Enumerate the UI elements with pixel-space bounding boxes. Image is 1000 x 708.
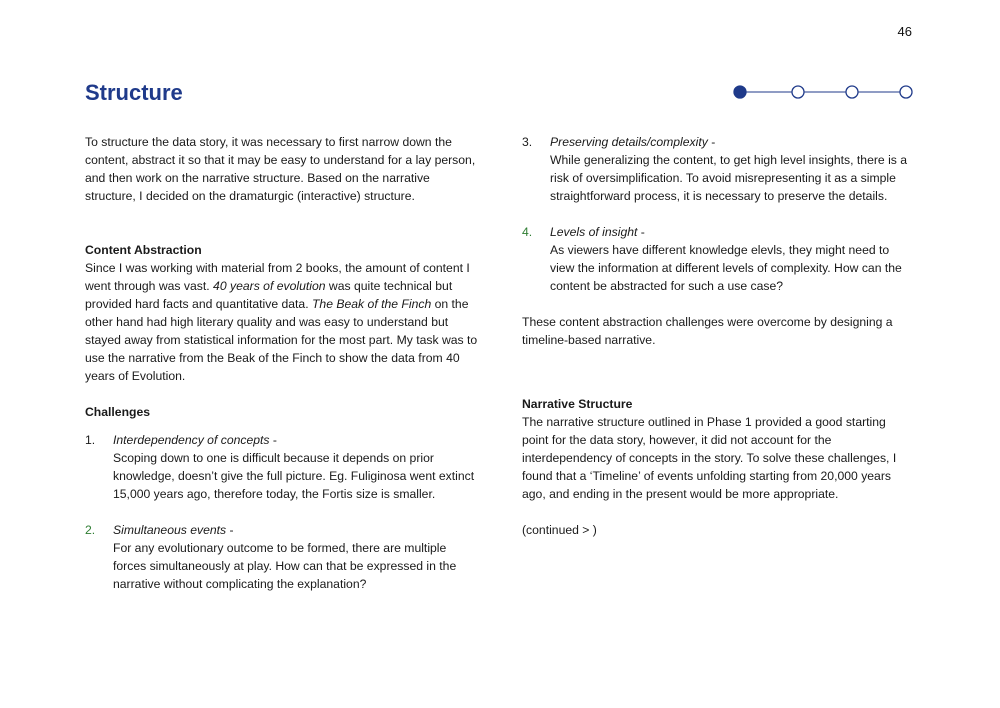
challenge-number-2: 2. bbox=[85, 523, 96, 537]
content-abstraction-paragraph: Since I was working with material from 2 books, the amount of content I went through was vast. 40 years of evolution was quite technical but provided hard facts and quantitative data. The Beak of the Finch on the other hand had high literary quality and was easy to understand but stayed away from statistical information for the most part. My task was to use the narrative from the Beak of the Finch to show the data from 40 years of Evolution. bbox=[85, 261, 478, 383]
challenge-item-1: 1. Interdependency of concepts - Scoping down to one is difficult because it depends on prior knowledge, doesn’t give the full picture. Eg. Fuliginosa went extinct 15,000 years ago, therefore today, the Fortis size is smaller. bbox=[85, 431, 480, 503]
page-number: 46 bbox=[897, 24, 912, 39]
narrative-structure-heading: Narrative Structure bbox=[522, 397, 633, 411]
challenge-item-3: 3. Preserving details/complexity - While generalizing the content, to get high level insights, there is a risk of oversimplification. To avoid misrepresenting it as a simple straightforward process, it is necessary to preserve the details. bbox=[522, 133, 914, 205]
challenge-number-3: 3. bbox=[522, 135, 533, 149]
challenge-body-2: For any evolutionary outcome to be formed, there are multiple forces simultaneously at play. How can that be expressed in the narrative without complicating the explanation? bbox=[113, 541, 457, 591]
challenge-body-4: As viewers have different knowledge elevls, they might need to view the information at different levels of complexity. How can the content be abstracted for such a use case? bbox=[550, 243, 902, 293]
left-column bbox=[85, 133, 480, 593]
challenge-title-2: Simultaneous events bbox=[113, 523, 227, 537]
content-abstraction-heading: Content Abstraction bbox=[85, 243, 202, 257]
continued-label: (continued > ) bbox=[522, 523, 597, 537]
challenge-number-1: 1. bbox=[85, 433, 96, 447]
challenge-title-4: Levels of insight bbox=[550, 225, 638, 239]
progress-step-1 bbox=[734, 86, 746, 98]
summary-paragraph: These content abstraction challenges were overcome by designing a timeline-based narrative. bbox=[522, 315, 893, 347]
challenge-body-3: While generalizing the content, to get high level insights, there is a risk of oversimplification. To avoid misrepresenting it as a simple straightforward process, it is necessary to preserve the details. bbox=[550, 153, 908, 203]
challenge-item-2: 2. Simultaneous events - For any evolutionary outcome to be formed, there are multiple forces simultaneously at play. How can that be expressed in the narrative without complicating the explanation? bbox=[85, 521, 480, 593]
challenge-title-3: Preserving details/complexity bbox=[550, 135, 708, 149]
challenge-item-4: 4. Levels of insight - As viewers have different knowledge elevls, they might need to view the information at different levels of complexity. How can the content be abstracted for such a use case? bbox=[522, 223, 914, 295]
challenges-heading: Challenges bbox=[85, 405, 151, 419]
right-column bbox=[522, 133, 914, 539]
progress-step-3 bbox=[846, 86, 858, 98]
progress-step-2 bbox=[792, 86, 804, 98]
narrative-structure-paragraph: The narrative structure outlined in Phase 1 provided a good starting point for the data story, however, it did not account for the interdependency of concepts in the story. To solve these challenges, I found that a ‘Timeline’ of events unfolding starting from 20,000 years ago, and ending in the present would be more appropriate. bbox=[522, 415, 897, 501]
challenge-title-1: Interdependency of concepts bbox=[113, 433, 270, 447]
challenge-number-4: 4. bbox=[522, 225, 533, 239]
progress-indicator bbox=[730, 84, 914, 100]
intro-paragraph: To structure the data story, it was necessary to first narrow down the content, abstract it so that it may be easy to understand for a lay person, and then work on the narrative structure. Based on the narrative structure, I decided on the dramaturgic (interactive) structure. bbox=[85, 135, 476, 203]
progress-step-4 bbox=[900, 86, 912, 98]
challenge-body-1: Scoping down to one is difficult because it depends on prior knowledge, doesn’t give the full picture. Eg. Fuliginosa went extinct 15,000 years ago, therefore today, the Fortis size is smaller. bbox=[113, 451, 475, 501]
page-title: Structure bbox=[85, 80, 183, 105]
